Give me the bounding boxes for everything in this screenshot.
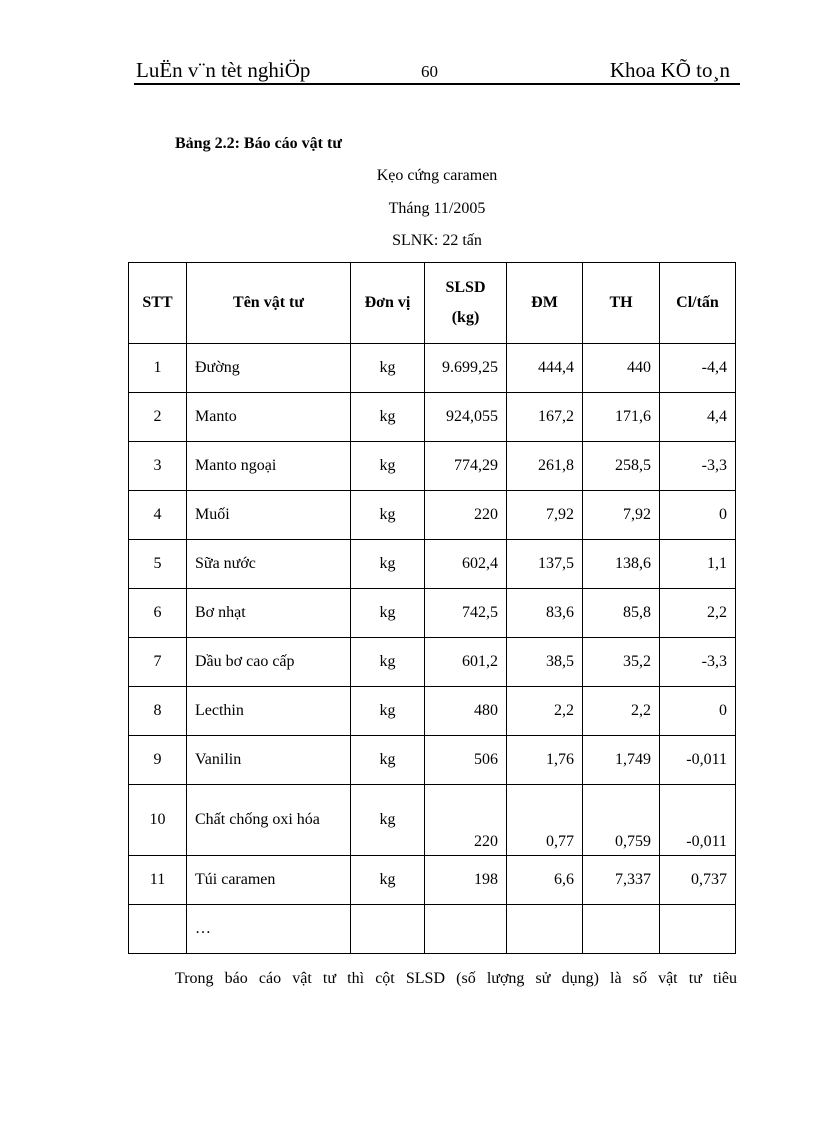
body-paragraph: Trong báo cáo vật tư thì cột SLSD (số lượng sử dụng) là số vật tư tiêu (175, 970, 737, 987)
table-row (129, 856, 736, 905)
cell-unit: kg (351, 736, 425, 785)
cell-material-name: Manto (187, 393, 351, 442)
cell-material-name: Đường (187, 344, 351, 393)
product-name: Kẹo cứng caramen (376, 167, 498, 184)
cell-dm: 2,2 (507, 687, 583, 736)
cell-th: 0,759 (583, 785, 660, 856)
table-row (129, 638, 736, 687)
cell-unit: kg (351, 393, 425, 442)
cell-material-name: Túi caramen (187, 856, 351, 905)
cell-th: 35,2 (583, 638, 660, 687)
cell-unit: kg (351, 442, 425, 491)
cell-cl: 0 (660, 491, 736, 540)
cell-th: 1,749 (583, 736, 660, 785)
cell-slsd: 774,29 (425, 442, 507, 491)
cell-th: 85,8 (583, 589, 660, 638)
cell-dm: 6,6 (507, 856, 583, 905)
cell-cl: -0,011 (660, 785, 736, 856)
cell-dm: 261,8 (507, 442, 583, 491)
col-header-unit: Đơn vị (351, 263, 425, 344)
cell-slsd (425, 905, 507, 954)
table-row (129, 736, 736, 785)
header-divider (134, 83, 740, 85)
col-header-th: TH (583, 263, 660, 344)
cell-material-name: Dầu bơ cao cấp (187, 638, 351, 687)
col-header-slsd: SLSD (kg) (425, 263, 507, 344)
cell-cl: 1,1 (660, 540, 736, 589)
cell-slsd: 198 (425, 856, 507, 905)
cell-dm: 7,92 (507, 491, 583, 540)
cell-slsd: 220 (425, 785, 507, 856)
cell-stt: 11 (129, 856, 187, 905)
table-header-row (129, 263, 736, 344)
cell-stt: 4 (129, 491, 187, 540)
cell-stt: 7 (129, 638, 187, 687)
table-row (129, 687, 736, 736)
cell-dm (507, 905, 583, 954)
col-header-cl-per-ton: Cl/tấn (660, 263, 736, 344)
cell-dm: 137,5 (507, 540, 583, 589)
cell-unit: kg (351, 785, 425, 856)
table-row (129, 540, 736, 589)
cell-cl: 0 (660, 687, 736, 736)
cell-cl (660, 905, 736, 954)
cell-slsd: 602,4 (425, 540, 507, 589)
cell-th: 7,92 (583, 491, 660, 540)
table-caption: Bảng 2.2: Báo cáo vật tư (175, 135, 342, 152)
cell-slsd: 924,055 (425, 393, 507, 442)
cell-unit: kg (351, 638, 425, 687)
cell-th: 171,6 (583, 393, 660, 442)
cell-th: 2,2 (583, 687, 660, 736)
header-left-title: LuËn v¨n tèt nghiÖp (136, 58, 311, 82)
cell-dm: 0,77 (507, 785, 583, 856)
page-number: 60 (421, 62, 438, 81)
cell-material-name: Muối (187, 491, 351, 540)
cell-dm: 38,5 (507, 638, 583, 687)
cell-material-name: Bơ nhạt (187, 589, 351, 638)
cell-slsd: 506 (425, 736, 507, 785)
cell-dm: 444,4 (507, 344, 583, 393)
cell-stt: 10 (129, 785, 187, 856)
cell-slsd: 9.699,25 (425, 344, 507, 393)
cell-cl: -3,3 (660, 638, 736, 687)
cell-stt: 8 (129, 687, 187, 736)
cell-cl: -4,4 (660, 344, 736, 393)
col-header-material-name: Tên vật tư (187, 263, 351, 344)
cell-unit: kg (351, 687, 425, 736)
cell-unit: kg (351, 589, 425, 638)
cell-th: 138,6 (583, 540, 660, 589)
cell-stt: 2 (129, 393, 187, 442)
cell-material-name: Chất chống oxi hóa (187, 785, 351, 856)
cell-dm: 83,6 (507, 589, 583, 638)
cell-stt: 1 (129, 344, 187, 393)
production-quantity: SLNK: 22 tấn (392, 232, 482, 249)
cell-dm: 1,76 (507, 736, 583, 785)
cell-unit: kg (351, 540, 425, 589)
cell-slsd: 742,5 (425, 589, 507, 638)
table-row (129, 344, 736, 393)
table-row (129, 491, 736, 540)
cell-dm: 167,2 (507, 393, 583, 442)
cell-stt: 5 (129, 540, 187, 589)
cell-unit (351, 905, 425, 954)
cell-material-name: Sữa nước (187, 540, 351, 589)
cell-cl: -3,3 (660, 442, 736, 491)
cell-stt (129, 905, 187, 954)
cell-slsd: 220 (425, 491, 507, 540)
cell-material-name: Manto ngoại (187, 442, 351, 491)
cell-material-name: … (187, 905, 351, 954)
cell-slsd: 480 (425, 687, 507, 736)
cell-material-name: Vanilin (187, 736, 351, 785)
cell-cl: 2,2 (660, 589, 736, 638)
cell-cl: 0,737 (660, 856, 736, 905)
col-header-stt: STT (129, 263, 187, 344)
table-row (129, 785, 736, 856)
cell-cl: 4,4 (660, 393, 736, 442)
cell-stt: 6 (129, 589, 187, 638)
cell-th (583, 905, 660, 954)
cell-th: 440 (583, 344, 660, 393)
table-row (129, 442, 736, 491)
header-right-title: Khoa KÕ to¸n (609, 58, 730, 82)
cell-slsd: 601,2 (425, 638, 507, 687)
cell-unit: kg (351, 491, 425, 540)
table-row (129, 589, 736, 638)
materials-table (128, 262, 736, 954)
cell-cl: -0,011 (660, 736, 736, 785)
cell-unit: kg (351, 344, 425, 393)
report-month: Tháng 11/2005 (388, 200, 486, 217)
cell-th: 258,5 (583, 442, 660, 491)
table-row (129, 905, 736, 954)
cell-stt: 3 (129, 442, 187, 491)
cell-stt: 9 (129, 736, 187, 785)
table-row (129, 393, 736, 442)
cell-material-name: Lecthin (187, 687, 351, 736)
col-header-dm: ĐM (507, 263, 583, 344)
cell-unit: kg (351, 856, 425, 905)
cell-th: 7,337 (583, 856, 660, 905)
